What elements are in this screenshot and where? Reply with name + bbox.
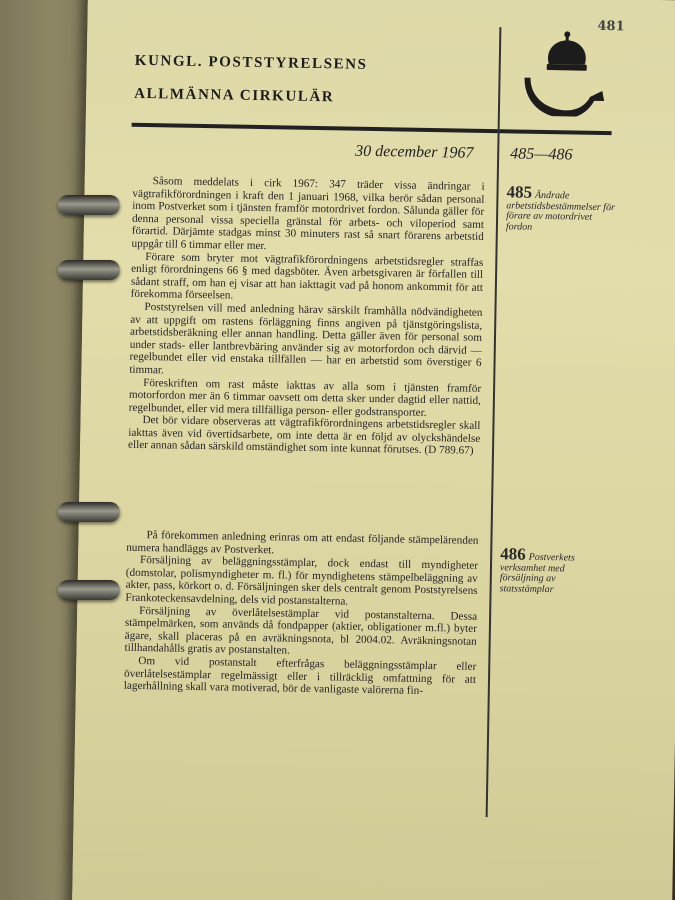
section-number-485: 485 — [506, 182, 533, 202]
header-line-1: KUNGL. POSTSTYRELSENS — [134, 52, 368, 73]
issue-date: 30 december 1967 — [355, 142, 474, 162]
paragraph: Det bör vidare observeras att vägtrafikförordningens arbetstidsregler skall iakttas även vid övertidsarbete, om inte detta är en följd av olyckshändelse eller annan sådan särskild omständighet som inte kunnat förutses. (D 789.67) — [127, 414, 481, 458]
side-title-485: Ändrade arbetstidsbestämmelser för förare av motordrivet fordon — [505, 189, 615, 233]
header-line-2: ALLMÄNNA CIRKULÄR — [134, 85, 335, 106]
crown-posthorn-icon — [524, 30, 609, 117]
side-note-486 — [499, 544, 611, 596]
document-page — [72, 0, 675, 900]
paragraph: Poststyrelsen vill med anledning härav särskilt framhålla nödvändigheten av att uppgift om rastens förläggning finns angiven på tjänstgöringslista, arbetstidsberäkning eller annan handling. Detta gäller även för personal som under stads- eller lantbrevbäring använder sig av motorfordon och därvid — regelbundet eller vid enstaka tillfällen — har en arbetstid som överstiger 6 timmar. — [129, 300, 483, 377]
section-486-body — [124, 529, 479, 699]
side-note-485 — [505, 182, 617, 234]
margin-divider — [486, 27, 501, 817]
paragraph: Förare som bryter mot vägtrafikförordningens arbetstidsregler straffas enligt förordningens 66 § med dagsböter. Även arbetsgivaren är förfallen till sådant straff, om han ej visar att han iakttagit vad på honom ankommit för att förekomma förseelsen. — [130, 250, 484, 302]
paragraph: Försäljning av beläggningsstämplar, dock endast till myndigheter (domstolar, polismyndigheter m. fl.) för myndighetens stämpelbeläggning av akter, pass, körkort o. d. Försäljningen sker dels centralt genom Poststyrelsens Frankoteckensavdelning, dels vid postanstalterna. — [125, 554, 479, 608]
paragraph: Föreskriften om rast måste iakttas av alla som i tjänsten framför motorfordon mer än 6 timmar oavsett om detta sker under dagtid eller nattid, regelbundet, eller vid mera tillfälliga person- eller godstransporter. — [128, 376, 482, 419]
paragraph: Såsom meddelats i cirk 1967: 347 träder vissa ändringar i vägtrafikförordningen i kraft den 1 januari 1968, vilka berör sådan personal inom Postverket som i tjänsten framför motordrivet fordon. Sålunda gäller för denna personal vissa speciella gränstal för arbets- och viloperiod samt förartid. Därjämte stadgas minst 30 minuters rast så snart förarens arbetstid uppgår till 6 timmar eller mer. — [131, 175, 485, 253]
paragraph: Om vid postanstalt efterfrågas beläggningsstämplar eller överlåtelsestämplar regelmässigt eller i tillräcklig omfattning för att lagerhållning skall vara motiverad, bör de vanligaste valörerna fin- — [123, 654, 477, 698]
page-number: 481 — [597, 18, 625, 35]
binder-ring — [58, 195, 120, 215]
paragraph: Försäljning av överlåtelsestämplar vid postanstalterna. Dessa stämpelmärken, som används då fondpapper (aktier, obligationer m.fl.) byter ägare, skall placeras på en avräkningsnota, bl 2004.02. Avräkningsnotan tillhandahålls gratis av postanstalten. — [124, 604, 478, 657]
binder-ring — [58, 260, 120, 280]
side-title-486: Postverkets verksamhet med försäljning av statsstämplar — [499, 551, 575, 595]
header-rule — [132, 123, 612, 135]
paragraph: På förekommen anledning erinras om att endast följande stämpelärenden numera handläggs av Postverket. — [126, 529, 479, 556]
circular-numbers: 485—486 — [510, 145, 573, 164]
binder-ring — [58, 580, 120, 600]
section-485-body — [128, 175, 485, 458]
binder-ring — [58, 502, 120, 522]
section-number-486: 486 — [500, 544, 526, 564]
